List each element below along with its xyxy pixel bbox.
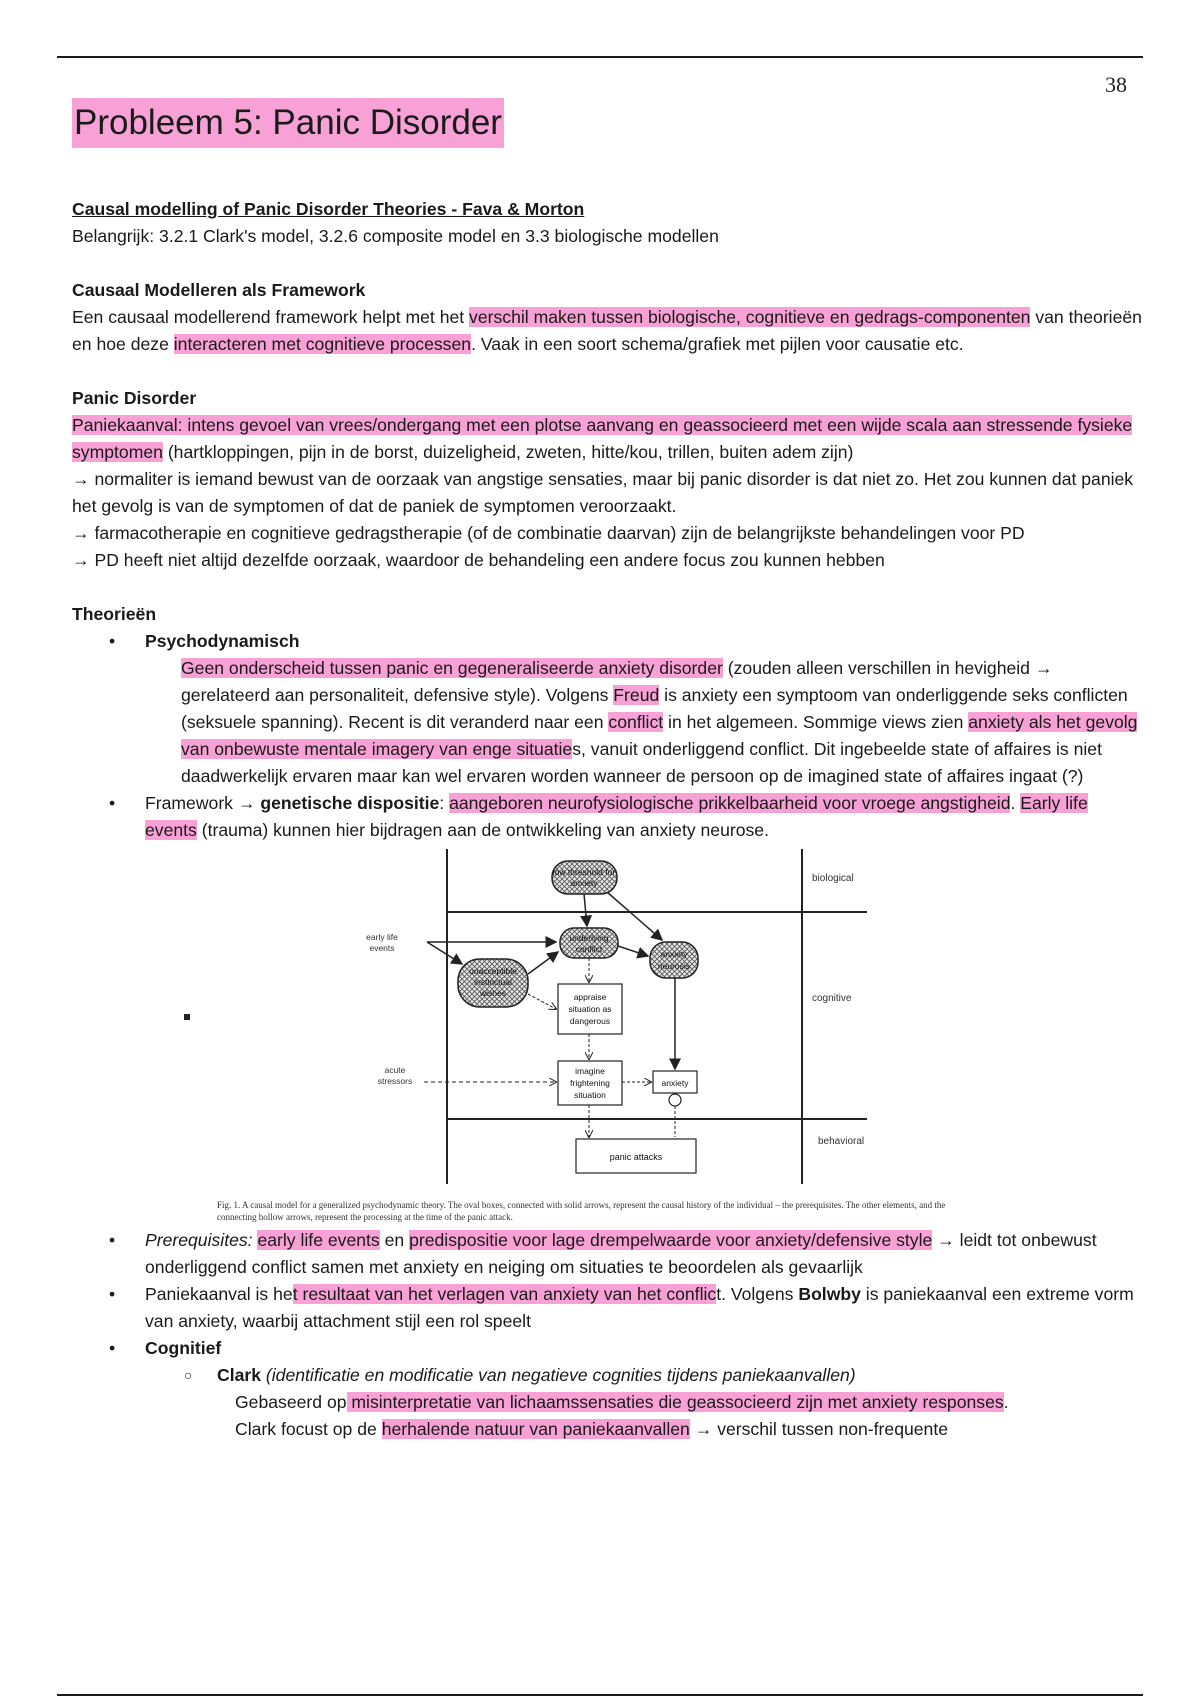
important-note: Belangrijk: 3.2.1 Clark's model, 3.2.6 composite model en 3.3 biologische modellen (72, 226, 719, 246)
svg-text:conflict: conflict (575, 944, 603, 954)
bullet-dot: • (109, 1338, 116, 1358)
bullet-cognitief (72, 1335, 1142, 1362)
svg-text:events: events (369, 943, 395, 953)
svg-text:situation: situation (574, 1090, 606, 1100)
diagram (212, 844, 1112, 1214)
figure-caption: Fig. 1. A causal model for a generalized psychodynamic theory. The oval boxes, connected with solid arrows, represent the causal history of the individual – the prerequisites. The other elements, and the connecting hollow arrows, represent the processing at the time of the panic attack. (217, 1200, 946, 1222)
svg-text:wishes: wishes (480, 988, 506, 998)
bullet-dot: • (109, 1230, 116, 1250)
label-behavioral: behavioral (818, 1136, 865, 1147)
bullet-framework (72, 790, 1142, 844)
bullet-label: Cognitief (145, 1338, 222, 1358)
bullet-dot: • (109, 631, 116, 651)
clark-heading: Clark (identificatie en modificatie van negatieve cognities tijdens paniekaanvallen) (217, 1365, 856, 1385)
subbullet-circle: ○ (184, 1367, 193, 1383)
svg-text:frightening: frightening (570, 1078, 610, 1088)
causal-model-figure (72, 844, 1142, 1227)
svg-text:dangerous: dangerous (569, 1016, 611, 1026)
subbullet-clark (72, 1362, 1142, 1443)
bullet-dot: • (109, 1284, 116, 1304)
framework-bullet-text: Framework → genetische dispositie: aangeboren neurofysiologische prikkelbaarheid voor vroege angstigheid. Early life events (trauma) kunnen hier bijdragen aan de ontwikkeling van anxiety neurose. (145, 793, 1088, 840)
framework-paragraph: Een causaal modellerend framework helpt met het verschil maken tussen biologische, cognitieve en gedrags-componenten van theorieën en hoe deze interacteren met cognitieve processen. Vaak in een soort schema/grafiek met pijlen voor causatie etc. (72, 307, 1142, 354)
section-heading-panic-disorder: Panic Disorder (72, 388, 197, 408)
arrow-note-3: → PD heeft niet altijd dezelfde oorzaak, waardoor de behandeling een andere focus zou kunnen hebben (72, 550, 885, 570)
svg-text:neurosis: neurosis (657, 961, 691, 971)
bullet-dot: • (109, 793, 116, 813)
clark-line-2: Clark focust op de herhalende natuur van paniekaanvallen → verschil tussen non-frequente (235, 1419, 949, 1439)
svg-text:anxiety: anxiety (660, 949, 688, 959)
panic-definition: Paniekaanval: intens gevoel van vrees/ondergang met een plotse aanvang en geassocieerd met een wijde scala aan stressende fysieke symptomen (hartkloppingen, pijn in de borst, duizeligheid, zweten, hitte/kou, trillen, buiten adem zijn) (72, 415, 1133, 462)
svg-text:early life: early life (366, 932, 398, 942)
label-cognitive: cognitive (812, 993, 852, 1004)
svg-text:low threshold for: low threshold for (552, 867, 616, 877)
page-title: Probleem 5: Panic Disorder (72, 98, 504, 148)
bottom-rule (57, 1694, 1143, 1696)
figure-bullet (184, 1014, 190, 1020)
svg-text:instinctual: instinctual (474, 977, 512, 987)
svg-text:underlying: underlying (569, 933, 609, 943)
svg-text:unacceptible: unacceptible (469, 966, 517, 976)
bullet-paniekaanval (72, 1281, 1142, 1335)
section-heading-theories: Theorieën (72, 604, 157, 624)
arrow-note-2: → farmacotherapie en cognitieve gedragstherapie (of de combinatie daarvan) zijn de belangrijkste behandelingen voor PD (72, 523, 1025, 543)
bullet-prerequisites (72, 1227, 1142, 1281)
top-rule (57, 56, 1143, 58)
svg-text:imagine: imagine (575, 1066, 605, 1076)
node-anxiety-neurosis (650, 942, 698, 978)
svg-text:appraise: appraise (573, 992, 607, 1002)
bullet-psychodynamisch (72, 628, 1142, 790)
svg-text:stressors: stressors (377, 1076, 413, 1086)
svg-text:panic attacks: panic attacks (609, 1152, 663, 1162)
arrow-note-1: → normaliter is iemand bewust van de oorzaak van angstige sensaties, maar bij panic disorder is dat niet zo. Het zou kunnen dat paniek het gevolg is van de symptomen of dat de paniek de symptomen veroorzaakt. (72, 469, 1134, 516)
prerequisites-text: Prerequisites: early life events en predispositie voor lage drempelwaarde voor anxiety/defensive style → leidt tot onbewust onderliggend conflict samen met anxiety en neiging om situaties te beoordelen als gevaarlijk (145, 1230, 1097, 1277)
section-heading-causal-modelling: Causal modelling of Panic Disorder Theories - Fava & Morton (72, 199, 585, 219)
svg-text:situation as: situation as (568, 1004, 612, 1014)
label-biological: biological (812, 873, 854, 884)
svg-text:anxiety: anxiety (661, 1078, 689, 1088)
svg-text:acute: acute (384, 1065, 406, 1075)
svg-text:anxiety: anxiety (570, 878, 598, 888)
bullet-label: Psychodynamisch (145, 631, 300, 651)
section-heading-framework: Causaal Modelleren als Framework (72, 280, 366, 300)
clark-line-1: Gebaseerd op misinterpretatie van lichaamssensaties die geassocieerd zijn met anxiety responses. (235, 1392, 1009, 1412)
document-body (72, 196, 1142, 1443)
psychodynamic-paragraph: Geen onderscheid tussen panic en gegeneraliseerde anxiety disorder (zouden alleen verschillen in hevigheid → gerelateerd aan personaliteit, defensive style). Volgens Freud is anxiety een symptoom van onderliggende seks conflicten (seksuele spanning). Recent is dit veranderd naar een conflict in het algemeen. Sommige views zien anxiety als het gevolg van onbewuste mentale imagery van enge situaties, vanuit onderliggend conflict. Dit ingebeelde state of affaires is niet daadwerkelijk ervaren maar kan wel ervaren worden wanneer de persoon op de imagined state of affaires ingaat (?) (181, 658, 1138, 786)
page-number: 38 (1105, 72, 1127, 97)
paniekaanval-text: Paniekaanval is het resultaat van het verlagen van anxiety van het conflict. Volgens Bolwby is paniekaanval een extreme vorm van anxiety, waarbij attachment stijl een rol speelt (145, 1284, 1134, 1331)
